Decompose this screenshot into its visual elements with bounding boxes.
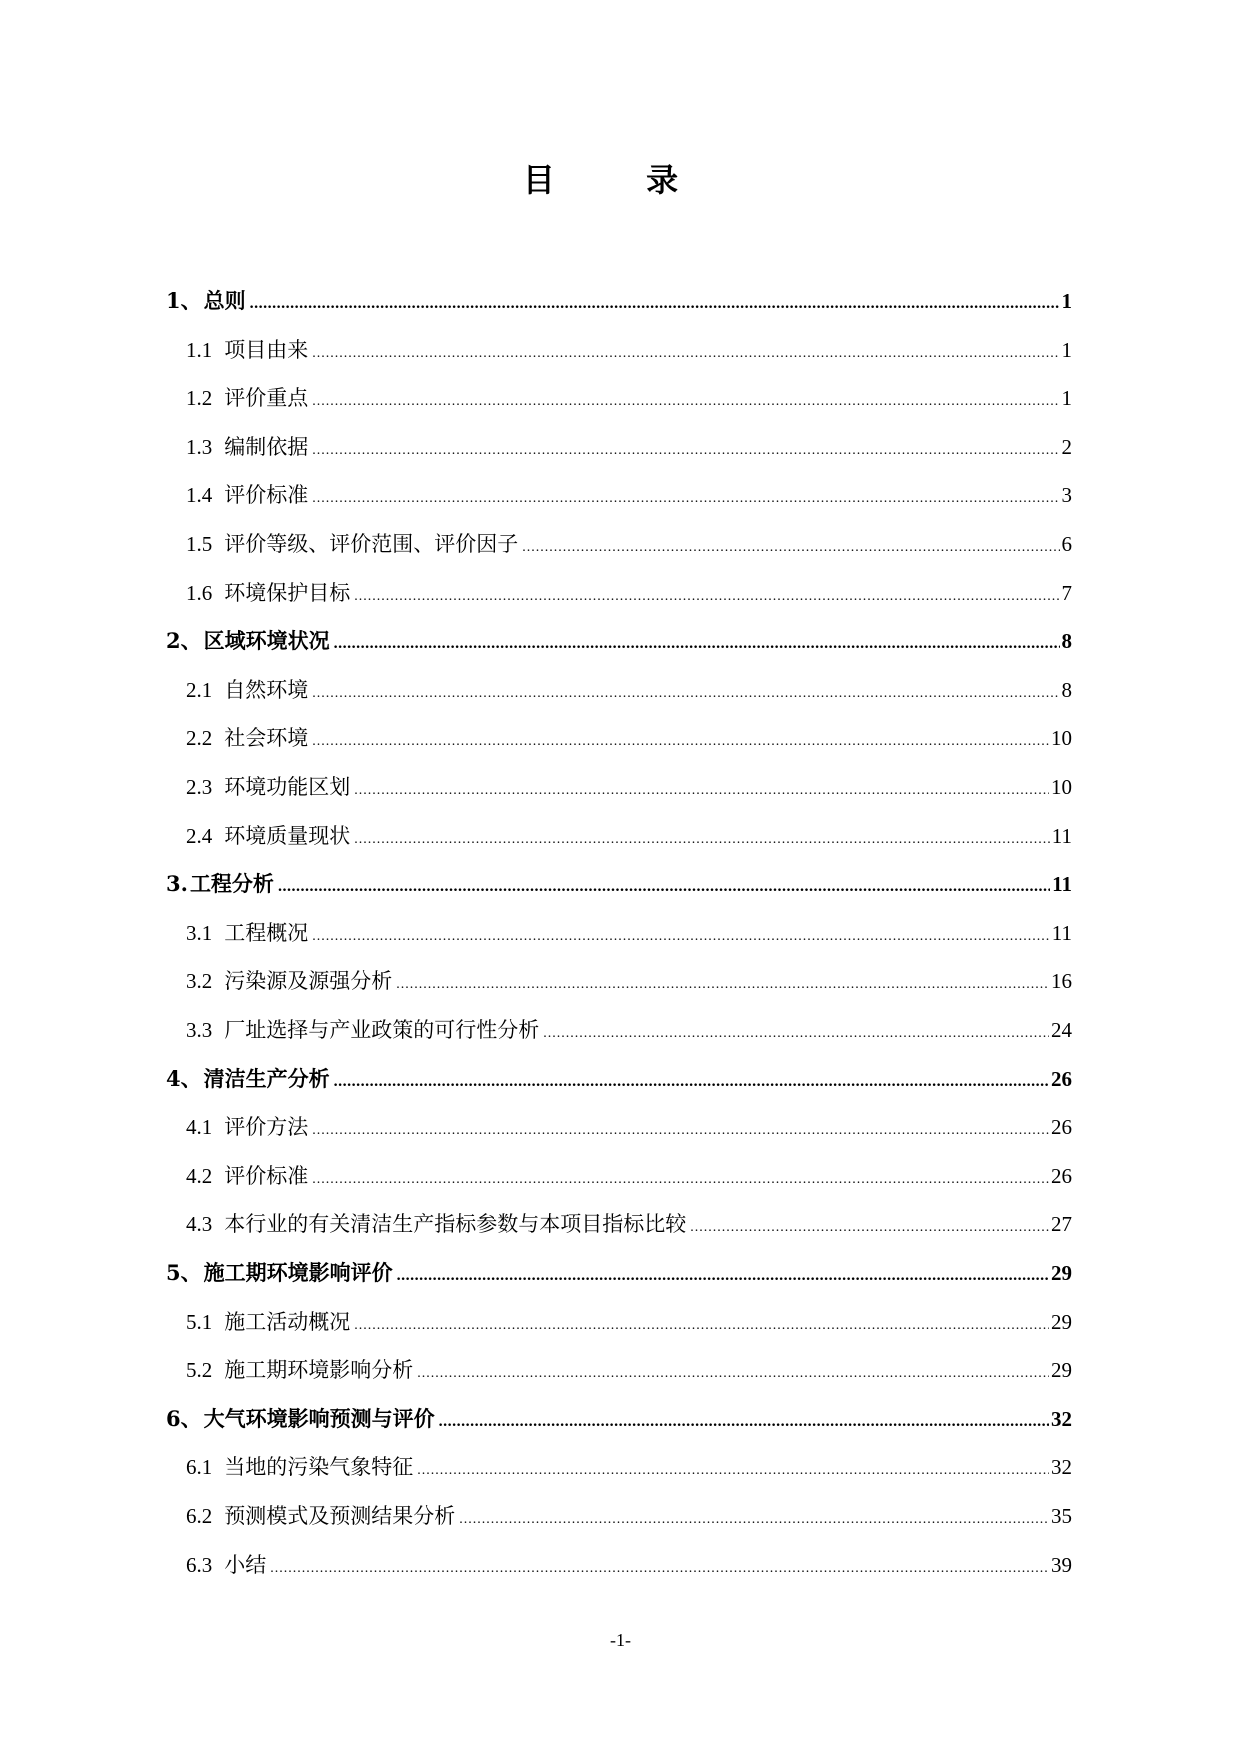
toc-entry-page-number: 11	[1051, 823, 1072, 848]
toc-entry-page-number: 39	[1051, 1552, 1072, 1577]
toc-section-entry[interactable]	[166, 1307, 1072, 1337]
toc-entry-number: 4.2	[186, 1163, 213, 1188]
page-number-footer: -1-	[610, 1630, 631, 1650]
toc-entry-number: 2.1	[186, 677, 213, 702]
toc-dot-leader	[312, 339, 1059, 369]
toc-dot-leader	[334, 629, 1060, 659]
toc-entry-page-number: 1	[1061, 337, 1072, 362]
toc-entry-number: 1.3	[186, 434, 213, 459]
toc-entry-title: 清洁生产分析	[203, 1065, 330, 1091]
toc-entry-title: 厂址选择与产业政策的可行性分析	[224, 1018, 540, 1042]
toc-entry-number: 1、	[166, 288, 202, 313]
toc-entry-page-number: 11	[1052, 872, 1072, 897]
toc-section-entry[interactable]	[166, 821, 1072, 851]
toc-dot-leader	[278, 872, 1050, 902]
toc-entry-page-number: 8	[1061, 677, 1072, 702]
toc-entry-number: 2、	[166, 628, 202, 654]
toc-entry-page-number: 11	[1051, 920, 1072, 945]
toc-entry-number: 1.6	[186, 580, 213, 605]
toc-dot-leader	[312, 1116, 1049, 1146]
toc-entry-number: 2.2	[186, 726, 213, 751]
toc-entry-title: 工程概况	[224, 920, 309, 945]
toc-entry-title: 编制依据	[224, 434, 309, 459]
toc-section-entry[interactable]	[166, 335, 1072, 365]
toc-dot-leader	[312, 922, 1050, 952]
toc-entry-title: 评价标准	[224, 483, 309, 508]
toc-entry-title: 自然环境	[224, 677, 309, 702]
toc-entry-title: 预测模式及预测结果分析	[224, 1504, 456, 1528]
toc-entry-number: 4.1	[186, 1115, 213, 1140]
toc-entry-title: 社会环境	[224, 726, 309, 751]
toc-section-entry[interactable]	[166, 432, 1072, 462]
toc-section-entry[interactable]	[166, 772, 1072, 802]
toc-entry-number: 1.1	[186, 337, 213, 362]
toc-entry-number: 4、	[166, 1065, 202, 1091]
toc-entry-title: 项目由来	[224, 337, 309, 362]
toc-entry-page-number: 26	[1051, 1115, 1072, 1140]
toc-dot-leader	[522, 533, 1059, 563]
toc-section-entry[interactable]	[166, 1209, 1072, 1239]
toc-entry-title: 区域环境状况	[203, 628, 330, 654]
toc-dot-leader	[312, 1165, 1049, 1195]
toc-entry-page-number: 29	[1051, 1261, 1072, 1285]
toc-entry-page-number: 10	[1051, 726, 1072, 751]
toc-chapter-entry[interactable]	[166, 1404, 1072, 1434]
toc-dot-leader	[312, 484, 1059, 514]
toc-entry-page-number: 32	[1051, 1406, 1072, 1431]
toc-dot-leader	[417, 1359, 1049, 1389]
toc-entry-page-number: 29	[1051, 1309, 1072, 1334]
toc-entry-title: 评价方法	[224, 1115, 309, 1140]
toc-section-entry[interactable]	[166, 578, 1072, 608]
toc-section-entry[interactable]	[166, 1112, 1072, 1142]
toc-entry-title: 大气环境影响预测与评价	[203, 1405, 435, 1431]
toc-entry-page-number: 8	[1061, 629, 1072, 654]
page-title: 目 录	[522, 161, 719, 199]
toc-dot-leader	[312, 679, 1059, 709]
toc-entry-title: 施工活动概况	[224, 1309, 351, 1334]
toc-entry-number: 2.3	[186, 775, 213, 799]
toc-dot-leader	[270, 1554, 1049, 1584]
toc-section-entry[interactable]	[166, 529, 1072, 559]
toc-entry-number: 6.2	[186, 1504, 213, 1528]
toc-dot-leader	[334, 1067, 1049, 1097]
toc-entry-page-number: 10	[1051, 775, 1072, 799]
toc-dot-leader	[312, 727, 1049, 757]
toc-entry-title: 环境保护目标	[224, 580, 351, 605]
toc-entry-number: 3.	[166, 871, 188, 897]
toc-entry-page-number: 7	[1061, 580, 1072, 605]
toc-entry-number: 5、	[166, 1260, 202, 1285]
toc-dot-leader	[312, 387, 1059, 417]
toc-entry-number: 2.4	[186, 823, 213, 848]
toc-entry-title: 环境质量现状	[224, 823, 351, 848]
toc-entry-title: 工程分析	[189, 871, 274, 897]
toc-section-entry[interactable]	[166, 918, 1072, 948]
toc-chapter-entry[interactable]	[166, 1064, 1072, 1094]
toc-chapter-entry[interactable]	[166, 869, 1072, 899]
toc-dot-leader	[397, 1261, 1049, 1291]
toc-entry-number: 1.5	[186, 532, 213, 556]
toc-entry-number: 6.1	[186, 1455, 213, 1480]
toc-dot-leader	[417, 1456, 1049, 1486]
toc-entry-number: 6.3	[186, 1552, 213, 1577]
toc-chapter-entry[interactable]	[166, 626, 1072, 656]
toc-entry-title: 评价等级、评价范围、评价因子	[224, 532, 519, 556]
toc-entry-title: 总则	[203, 288, 246, 313]
toc-entry-title: 评价重点	[224, 386, 309, 411]
toc-dot-leader	[354, 825, 1050, 855]
toc-entry-page-number: 27	[1051, 1212, 1072, 1237]
toc-entry-number: 1.4	[186, 483, 213, 508]
toc-entry-number: 1.2	[186, 386, 213, 411]
toc-section-entry[interactable]	[166, 1161, 1072, 1191]
toc-entry-title: 评价标准	[224, 1163, 309, 1188]
toc-dot-leader	[354, 582, 1059, 612]
toc-section-entry[interactable]	[166, 675, 1072, 705]
toc-section-entry[interactable]	[166, 723, 1072, 753]
toc-entry-title: 施工期环境影响评价	[203, 1260, 393, 1285]
toc-entry-title: 小结	[224, 1552, 267, 1577]
toc-entry-number: 3.2	[186, 969, 213, 994]
toc-chapter-entry[interactable]	[166, 1258, 1072, 1288]
toc-entry-page-number: 29	[1051, 1358, 1072, 1383]
toc-dot-leader	[312, 436, 1059, 466]
toc-entry-page-number: 1	[1061, 386, 1072, 411]
toc-entry-page-number: 24	[1051, 1018, 1072, 1042]
toc-dot-leader	[354, 776, 1049, 806]
toc-entry-title: 本行业的有关清洁生产指标参数与本项目指标比较	[224, 1212, 687, 1237]
toc-entry-number: 3.1	[186, 920, 213, 945]
toc-section-entry[interactable]	[166, 1355, 1072, 1385]
toc-entry-number: 6、	[166, 1405, 202, 1431]
toc-entry-title: 当地的污染气象特征	[224, 1455, 414, 1480]
toc-section-entry[interactable]	[166, 966, 1072, 996]
toc-section-entry[interactable]	[166, 383, 1072, 413]
toc-dot-leader	[250, 289, 1060, 319]
toc-dot-leader	[690, 1213, 1049, 1243]
toc-entry-page-number: 35	[1051, 1504, 1072, 1528]
toc-entry-number: 5.2	[186, 1358, 213, 1383]
toc-entry-page-number: 26	[1051, 1163, 1072, 1188]
toc-entry-page-number: 16	[1051, 969, 1072, 994]
toc-section-entry[interactable]	[166, 480, 1072, 510]
toc-dot-leader	[396, 970, 1049, 1000]
toc-entry-number: 5.1	[186, 1309, 213, 1334]
toc-entry-page-number: 26	[1051, 1066, 1072, 1091]
toc-entry-number: 4.3	[186, 1212, 213, 1237]
toc-entry-number: 3.3	[186, 1018, 213, 1042]
toc-entry-page-number: 6	[1061, 532, 1072, 556]
toc-entry-page-number: 1	[1061, 289, 1072, 313]
toc-section-entry[interactable]	[166, 1550, 1072, 1580]
toc-section-entry[interactable]	[166, 1501, 1072, 1531]
toc-section-entry[interactable]	[166, 1015, 1072, 1045]
toc-dot-leader	[543, 1019, 1049, 1049]
toc-entry-title: 施工期环境影响分析	[224, 1358, 414, 1383]
toc-entry-page-number: 2	[1061, 434, 1072, 459]
toc-entry-title: 环境功能区划	[224, 775, 351, 799]
toc-chapter-entry[interactable]	[166, 286, 1072, 316]
toc-entry-page-number: 32	[1051, 1455, 1072, 1480]
toc-section-entry[interactable]	[166, 1452, 1072, 1482]
toc-entry-page-number: 3	[1061, 483, 1072, 508]
toc-dot-leader	[354, 1311, 1049, 1341]
toc-dot-leader	[459, 1505, 1049, 1535]
toc-dot-leader	[439, 1407, 1049, 1437]
toc-entry-title: 污染源及源强分析	[224, 969, 393, 994]
